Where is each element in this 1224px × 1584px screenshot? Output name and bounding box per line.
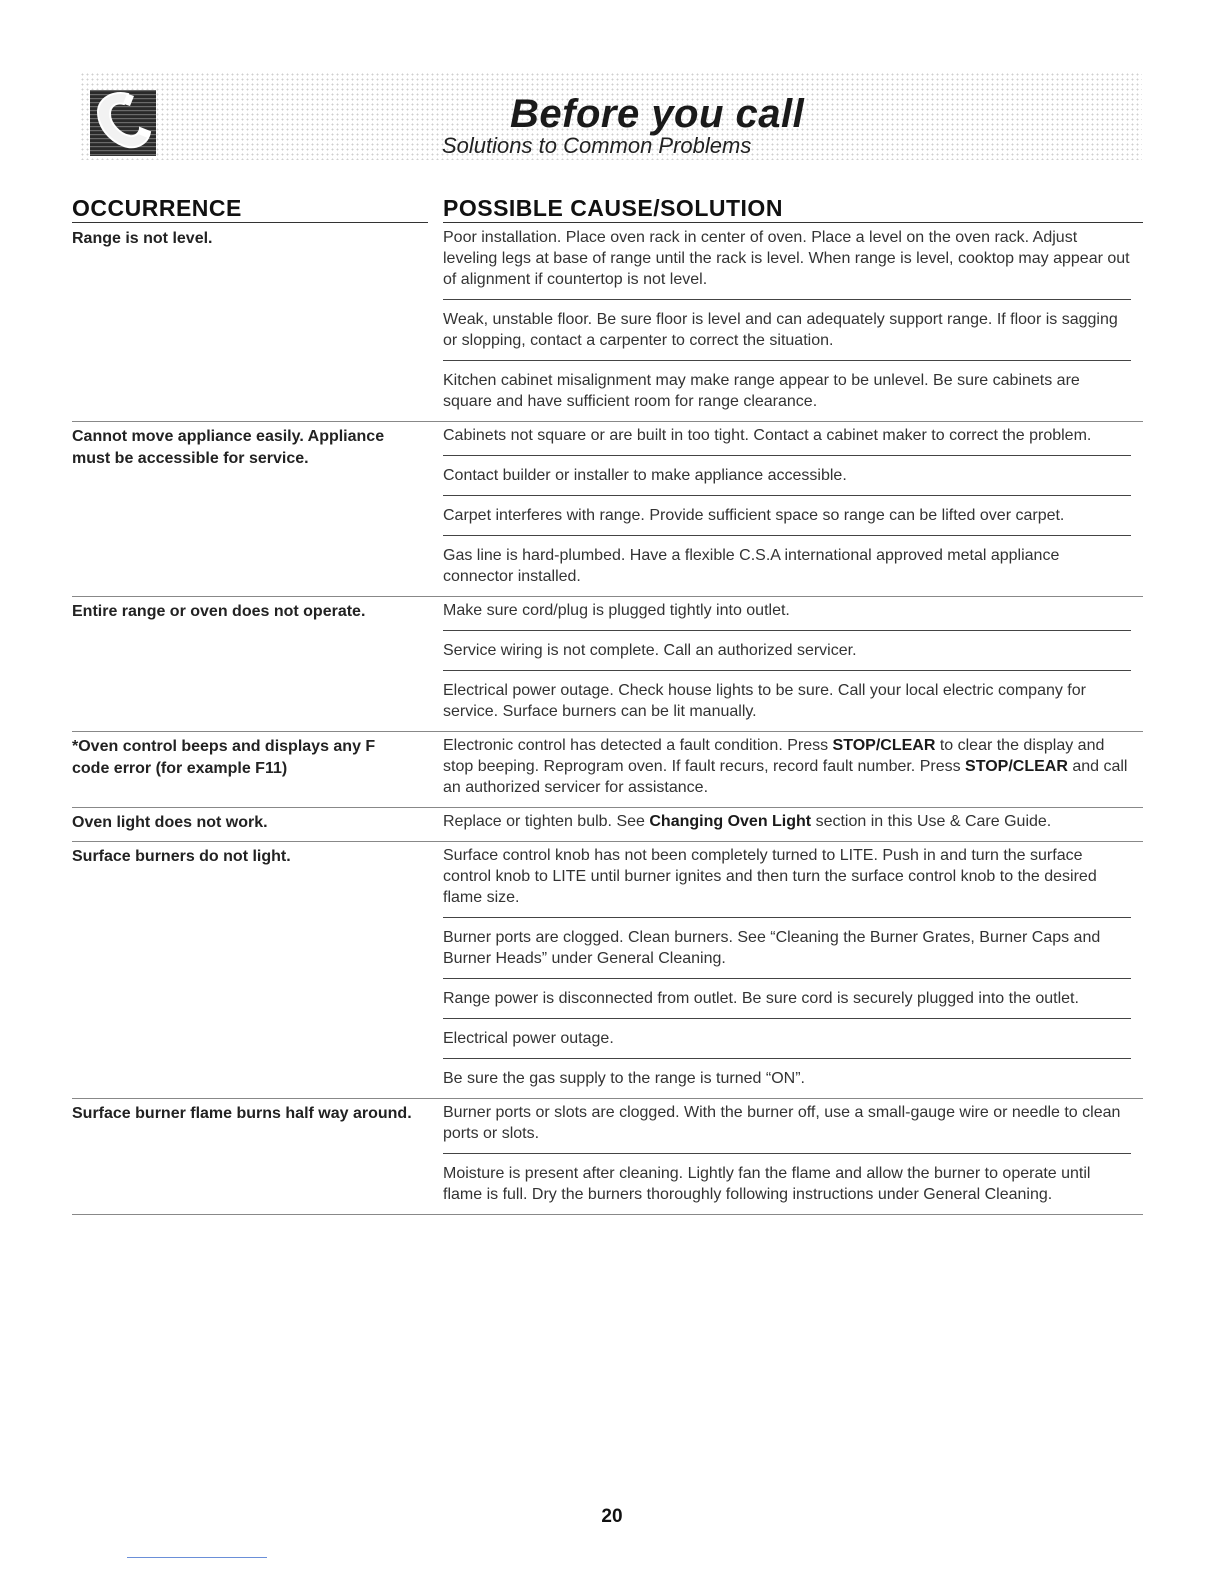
telephone-handset-icon xyxy=(84,82,160,158)
solution-item: Moisture is present after cleaning. Lightly fan the flame and allow the burner to operate until flame is full. Dry the burners thoroughly following instructions under General Cleaning. xyxy=(443,1153,1131,1214)
solution-item: Gas line is hard-plumbed. Have a flexible C.S.A international approved metal appliance connector installed. xyxy=(443,535,1131,596)
solution-text: Electronic control has detected a fault condition. Press xyxy=(443,737,833,754)
solution-cell xyxy=(443,224,1143,421)
table-row xyxy=(72,224,1143,422)
solution-text: to clear the display and stop beeping. Reprogram oven. If fault recurs, record fault number. Press xyxy=(443,737,1105,775)
table-row xyxy=(72,422,1143,597)
solution-cell xyxy=(443,842,1143,1098)
solution-text: section in this Use & Care Guide. xyxy=(811,813,1052,830)
occurrence-cell: Surface burners do not light. xyxy=(72,848,291,865)
solution-item: Make sure cord/plug is plugged tightly into outlet. xyxy=(443,602,790,619)
occurrence-cell: Entire range or oven does not operate. xyxy=(72,603,366,620)
solution-cell xyxy=(443,808,1143,841)
occurrence-cell: *Oven control beeps and displays any F code error (for example F11) xyxy=(72,738,376,777)
occurrence-cell: Surface burner flame burns half way around. xyxy=(72,1105,412,1122)
solution-item: Kitchen cabinet misalignment may make range appear to be unlevel. Be sure cabinets are square and have sufficient room for range clearance. xyxy=(443,360,1131,421)
page-title: Before you call xyxy=(510,92,805,136)
solution-item: Electrical power outage. xyxy=(443,1018,1131,1058)
solution-item: Weak, unstable floor. Be sure floor is level and can adequately support range. If floor is sagging or slopping, contact a carpenter to correct the situation. xyxy=(443,299,1131,360)
solution-item: Range power is disconnected from outlet. Be sure cord is securely plugged into the outlet. xyxy=(443,978,1131,1018)
solution-cell xyxy=(443,732,1143,807)
occurrence-cell: Cannot move appliance easily. Appliance must be accessible for service. xyxy=(72,428,385,467)
solution-column-header: POSSIBLE CAUSE/SOLUTION xyxy=(443,195,783,221)
occurrence-cell: Range is not level. xyxy=(72,230,213,247)
table-row xyxy=(72,732,1143,808)
solution-item: Cabinets not square or are built in too tight. Contact a cabinet maker to correct the problem. xyxy=(443,427,1092,444)
section-reference: Changing Oven Light xyxy=(649,813,812,830)
solution-cell xyxy=(443,1099,1143,1214)
stop-clear-key-label: STOP/CLEAR xyxy=(832,737,936,754)
table-row xyxy=(72,1099,1143,1215)
solution-item: Carpet interferes with range. Provide sufficient space so range can be lifted over carpet. xyxy=(443,495,1131,535)
solution-item: Service wiring is not complete. Call an authorized servicer. xyxy=(443,630,1131,670)
page-subtitle: Solutions to Common Problems xyxy=(442,133,752,158)
solution-item xyxy=(443,808,1131,841)
solution-text: and call an authorized servicer for assistance. xyxy=(443,758,1128,796)
solution-item: Contact builder or installer to make appliance accessible. xyxy=(443,455,1131,495)
header-banner xyxy=(80,72,1142,160)
table-row xyxy=(72,842,1143,1099)
solution-text: Replace or tighten bulb. See xyxy=(443,813,650,830)
page-number: 20 xyxy=(601,1506,623,1527)
table-row xyxy=(72,597,1143,732)
solution-item: Electrical power outage. Check house lights to be sure. Call your local electric company for service. Surface burners can be lit manually. xyxy=(443,670,1131,731)
stop-clear-key-label: STOP/CLEAR xyxy=(965,758,1068,775)
solution-item: Be sure the gas supply to the range is turned “ON”. xyxy=(443,1058,1131,1098)
solution-item: Poor installation. Place oven rack in center of oven. Place a level on the oven rack. Adjust leveling legs at base of range until the rack is level. When range is level, cooktop may appear out of alignment if countertop is not level. xyxy=(443,229,1130,288)
solution-item: Surface control knob has not been completely turned to LITE. Push in and turn the surface control knob to LITE until burner ignites and then turn the surface control knob to the desired flame size. xyxy=(443,847,1097,906)
header-divider-left xyxy=(72,222,428,223)
troubleshooting-table xyxy=(72,224,1143,1215)
occurrence-cell: Oven light does not work. xyxy=(72,814,268,831)
solution-item: Burner ports are clogged. Clean burners. See “Cleaning the Burner Grates, Burner Caps and Burner Heads” under General Cleaning. xyxy=(443,917,1131,978)
header-divider-right xyxy=(443,222,1143,223)
occurrence-column-header: OCCURRENCE xyxy=(72,195,242,221)
solution-item xyxy=(443,732,1131,807)
table-row xyxy=(72,808,1143,842)
solution-item: Burner ports or slots are clogged. With the burner off, use a small-gauge wire or needle to clean ports or slots. xyxy=(443,1104,1121,1142)
solution-cell xyxy=(443,597,1143,731)
bottom-divider xyxy=(127,1557,267,1558)
solution-cell xyxy=(443,422,1143,596)
